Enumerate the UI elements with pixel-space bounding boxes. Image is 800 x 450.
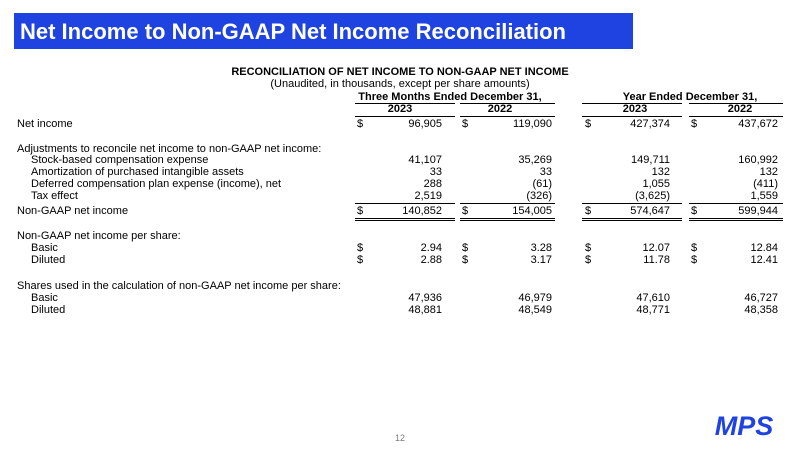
cell-value: 1,559	[750, 190, 778, 202]
table-heading: RECONCILIATION OF NET INCOME TO NON-GAAP NET INCOME	[231, 66, 569, 78]
row-label-amortization: Amortization of purchased intangible assets	[31, 166, 244, 178]
column-group-year: Year Ended December 31,	[622, 91, 758, 103]
year-header-1: 2023	[387, 103, 413, 115]
rule-line	[460, 103, 555, 104]
cell-value: 3.28	[530, 242, 552, 254]
cell-value: 35,269	[518, 154, 552, 166]
cell-value: 96,905	[408, 118, 442, 130]
rule-line	[355, 116, 455, 117]
cell-value: 12.41	[750, 254, 778, 266]
rule-line	[582, 116, 682, 117]
row-label-per-share-header: Non-GAAP net income per share:	[17, 230, 181, 242]
cell-value: 11.78	[643, 254, 670, 266]
year-header-2: 2022	[487, 103, 513, 115]
cell-value: 140,852	[402, 205, 442, 217]
cell-value: 288	[423, 178, 442, 190]
dollar-sign: $	[691, 205, 698, 217]
dollar-sign: $	[585, 118, 592, 130]
cell-value: 46,727	[744, 292, 778, 304]
column-group-three-months: Three Months Ended December 31,	[358, 91, 542, 103]
cell-value: 3.17	[530, 254, 552, 266]
cell-value: 132	[651, 166, 670, 178]
cell-value: 427,374	[630, 118, 670, 130]
cell-value: 149,711	[631, 154, 670, 166]
mps-logo	[702, 412, 786, 438]
dollar-sign: $	[691, 118, 698, 130]
row-label-non-gaap-net-income: Non-GAAP net income	[17, 205, 129, 217]
cell-value: 48,771	[636, 304, 670, 316]
dollar-sign: $	[585, 205, 592, 217]
dollar-sign: $	[357, 118, 364, 130]
rule-line	[582, 103, 682, 104]
dollar-sign: $	[357, 205, 364, 217]
row-label-deferred-comp: Deferred compensation plan expense (income), net	[31, 178, 282, 190]
cell-value: 132	[759, 166, 778, 178]
rule-line	[689, 116, 783, 117]
rule-line	[460, 116, 555, 117]
rule-line	[689, 203, 783, 204]
cell-value: (3,625)	[635, 190, 670, 202]
row-label-basic-shares: Basic	[31, 292, 58, 304]
dollar-sign: $	[691, 242, 698, 254]
rule-line	[355, 203, 455, 204]
cell-value: 33	[539, 166, 552, 178]
row-label-diluted-eps: Diluted	[31, 254, 66, 266]
mps-logo-text: MPS	[714, 412, 774, 438]
row-label-stock-comp: Stock-based compensation expense	[31, 154, 209, 166]
cell-value: 41,107	[408, 154, 442, 166]
rule-line	[460, 220, 555, 221]
dollar-sign: $	[462, 118, 469, 130]
dollar-sign: $	[357, 242, 364, 254]
cell-value: 2.88	[420, 254, 442, 266]
dollar-sign: $	[691, 254, 698, 266]
cell-value: 12.84	[750, 242, 778, 254]
cell-value: 47,610	[636, 292, 670, 304]
dollar-sign: $	[585, 242, 592, 254]
cell-value: 437,672	[738, 118, 778, 130]
cell-value: 160,992	[738, 154, 778, 166]
rule-line	[460, 203, 555, 204]
year-header-3: 2023	[622, 103, 648, 115]
cell-value: 154,005	[512, 205, 552, 217]
rule-line	[689, 220, 783, 221]
cell-value: (61)	[532, 178, 552, 190]
cell-value: 2,519	[414, 190, 442, 202]
cell-value: 599,944	[738, 205, 778, 217]
cell-value: 1,055	[642, 178, 670, 190]
cell-value: 47,936	[408, 292, 442, 304]
dollar-sign: $	[585, 254, 592, 266]
rule-line	[355, 103, 455, 104]
cell-value: 46,979	[518, 292, 552, 304]
rule-line	[355, 218, 455, 219]
cell-value: 574,647	[630, 205, 670, 217]
cell-value: 119,090	[513, 118, 552, 130]
row-label-diluted-shares: Diluted	[31, 304, 66, 316]
dollar-sign: $	[462, 254, 469, 266]
row-label-net-income: Net income	[17, 118, 73, 130]
cell-value: 12.07	[642, 242, 670, 254]
dollar-sign: $	[357, 254, 364, 266]
rule-line	[582, 218, 682, 219]
rule-line	[460, 218, 555, 219]
rule-line	[689, 218, 783, 219]
cell-value: 48,358	[744, 304, 778, 316]
year-header-4: 2022	[727, 103, 753, 115]
cell-value: 2.94	[420, 242, 442, 254]
dollar-sign: $	[462, 242, 469, 254]
row-label-adjustments-header: Adjustments to reconcile net income to non-GAAP net income:	[17, 143, 322, 155]
rule-line	[582, 203, 682, 204]
rule-line	[355, 220, 455, 221]
cell-value: 48,549	[518, 304, 552, 316]
cell-value: (326)	[526, 190, 552, 202]
cell-value: (411)	[753, 178, 778, 190]
row-label-basic-eps: Basic	[31, 242, 58, 254]
rule-line	[582, 220, 682, 221]
cell-value: 33	[429, 166, 442, 178]
slide-title: Net Income to Non-GAAP Net Income Reconciliation	[20, 19, 566, 44]
cell-value: 48,881	[408, 304, 442, 316]
rule-line	[689, 103, 783, 104]
row-label-shares-header: Shares used in the calculation of non-GAAP net income per share:	[17, 280, 341, 292]
page-number: 12	[394, 433, 405, 443]
row-label-tax-effect: Tax effect	[31, 190, 78, 202]
table-subheading: (Unaudited, in thousands, except per share amounts)	[270, 78, 530, 90]
dollar-sign: $	[462, 205, 469, 217]
